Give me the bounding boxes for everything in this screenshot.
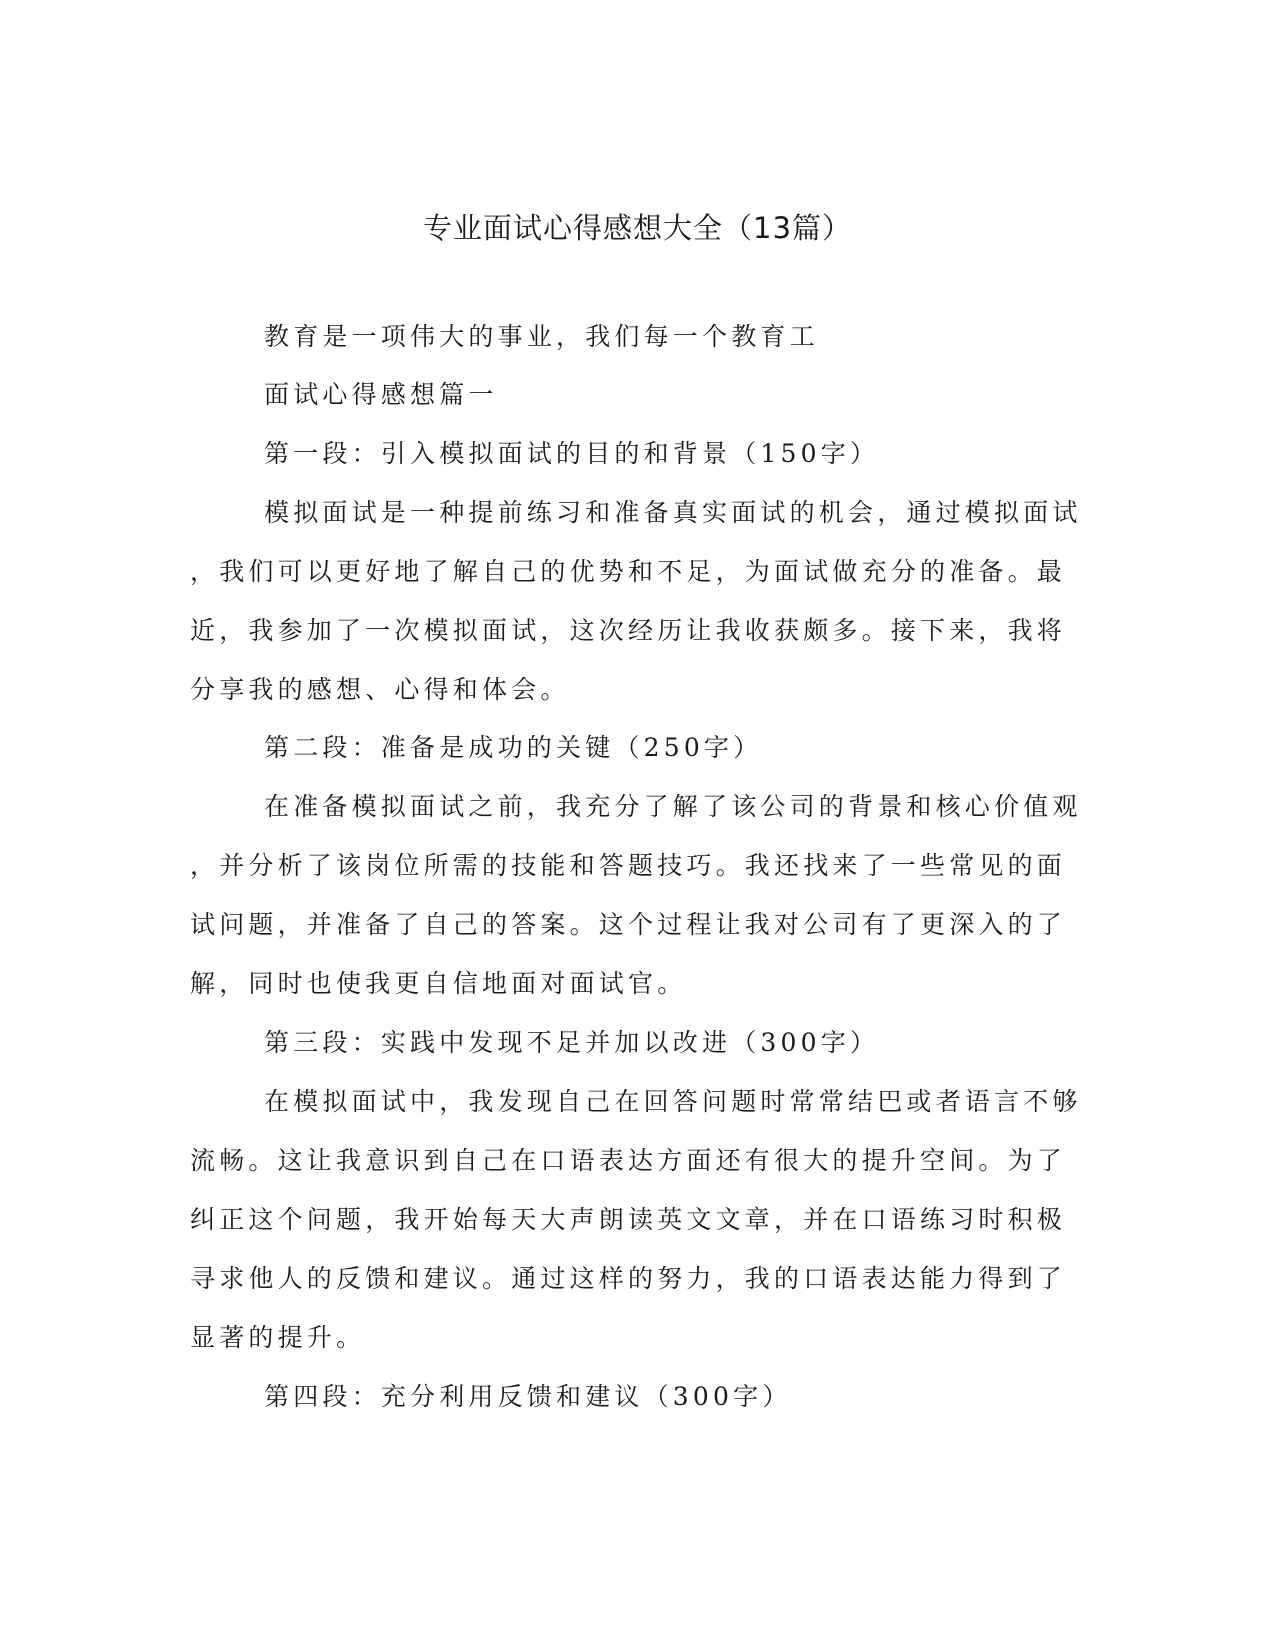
paragraph-heading: 第三段：实践中发现不足并加以改进（300字） bbox=[264, 1028, 880, 1057]
body-line: 流畅。这让我意识到自己在口语表达方面还有很大的提升空间。为了 bbox=[190, 1146, 1067, 1175]
body-line: 寻求他人的反馈和建议。通过这样的努力，我的口语表达能力得到了 bbox=[190, 1264, 1067, 1293]
intro-line: 教育是一项伟大的事业，我们每一个教育工 bbox=[264, 322, 819, 351]
body-line: ，我们可以更好地了解自己的优势和不足，为面试做充分的准备。最 bbox=[190, 557, 1067, 586]
body-line: 模拟面试是一种提前练习和准备真实面试的机会，通过模拟面试 bbox=[264, 498, 1082, 527]
paragraph-heading: 第二段：准备是成功的关键（250字） bbox=[264, 733, 763, 762]
section-heading: 面试心得感想篇一 bbox=[264, 380, 498, 409]
body-line: 分享我的感想、心得和体会。 bbox=[190, 675, 570, 704]
body-line: 解，同时也使我更自信地面对面试官。 bbox=[190, 969, 687, 998]
body-line: 在模拟面试中，我发现自己在回答问题时常常结巴或者语言不够 bbox=[264, 1087, 1082, 1116]
body-line: 在准备模拟面试之前，我充分了解了该公司的背景和核心价值观 bbox=[264, 792, 1082, 821]
paragraph-heading: 第四段：充分利用反馈和建议（300字） bbox=[264, 1382, 792, 1411]
body-line: ，并分析了该岗位所需的技能和答题技巧。我还找来了一些常见的面 bbox=[190, 851, 1067, 880]
body-line: 纠正这个问题，我开始每天大声朗读英文文章，并在口语练习时积极 bbox=[190, 1205, 1067, 1234]
body-line: 显著的提升。 bbox=[190, 1323, 366, 1352]
body-line: 试问题，并准备了自己的答案。这个过程让我对公司有了更深入的了 bbox=[190, 910, 1067, 939]
body-line: 近，我参加了一次模拟面试，这次经历让我收获颇多。接下来，我将 bbox=[190, 616, 1067, 645]
document-title: 专业面试心得感想大全（13篇） bbox=[423, 211, 852, 245]
paragraph-heading: 第一段：引入模拟面试的目的和背景（150字） bbox=[264, 439, 880, 468]
